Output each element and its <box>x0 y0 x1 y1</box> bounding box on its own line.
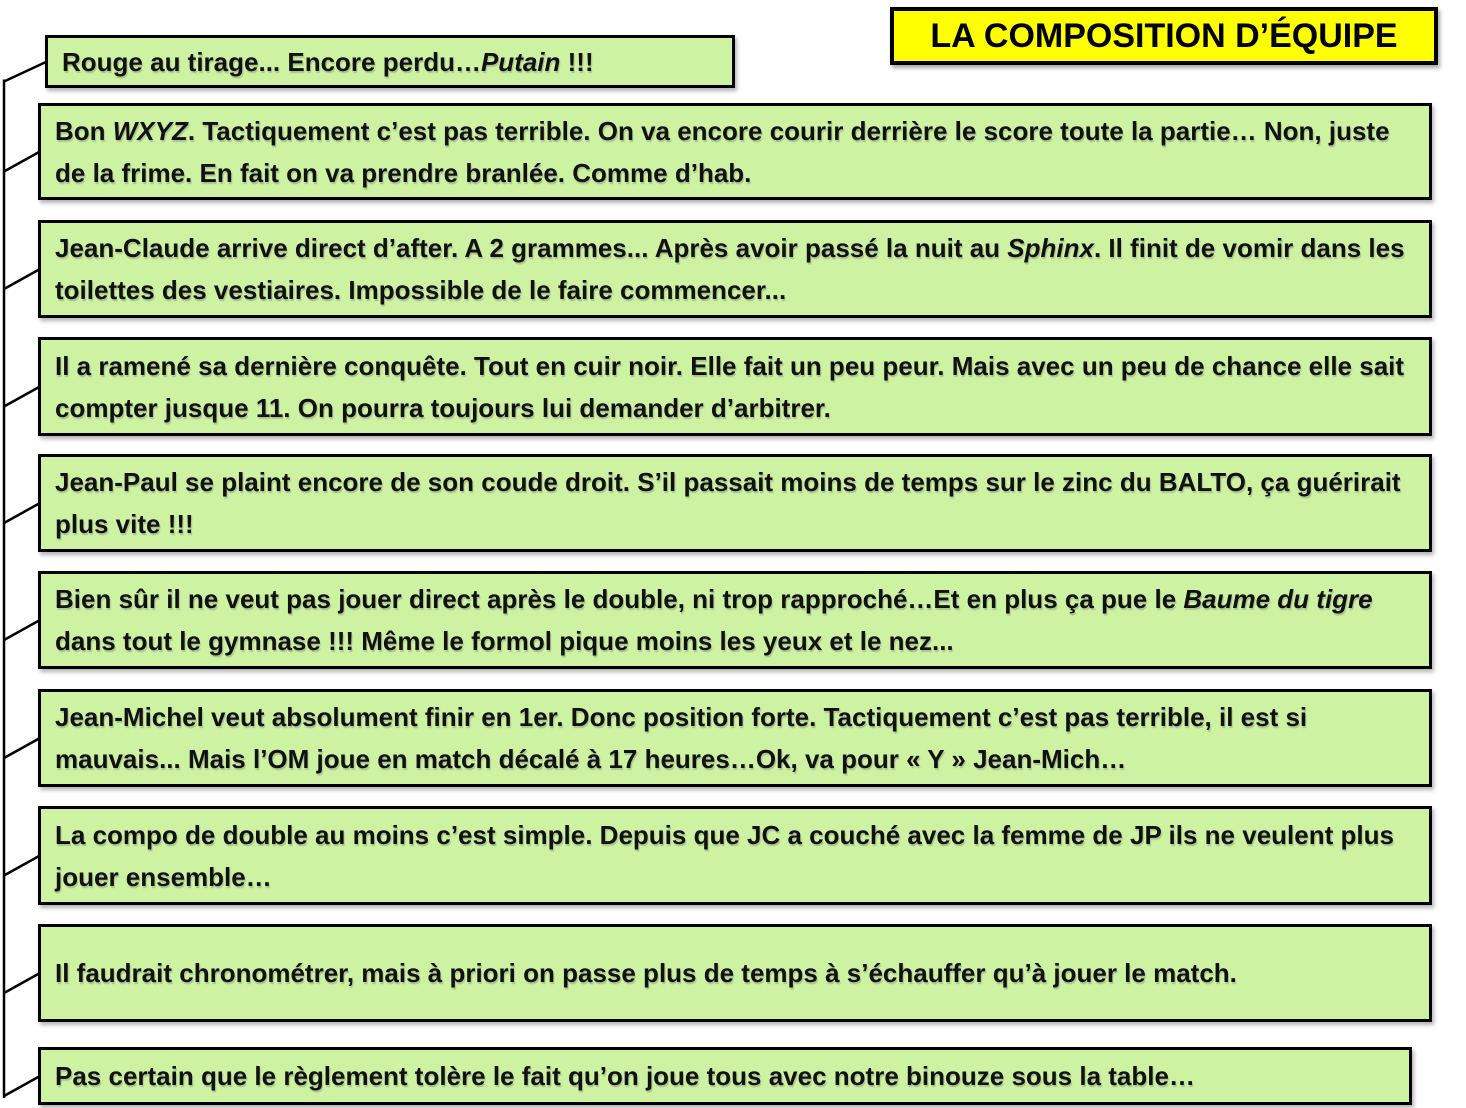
callout-text: Pas certain que le règlement tolère le fait qu’on joue tous avec notre binouze sous la table… <box>55 1061 1195 1091</box>
callout-box-1 <box>45 35 735 88</box>
callout-box-5 <box>38 454 1432 552</box>
callout-text: Il a ramené sa dernière conquête. Tout en cuir noir. Elle fait un peu peur. Mais avec un peu de chance elle sait compter jusque 11. On pourra toujours lui demander d’arbitrer. <box>55 350 1405 423</box>
page-title-text: LA COMPOSITION D’ÉQUIPE <box>930 16 1398 55</box>
callout-box-10 <box>38 1047 1412 1105</box>
callout-box-4 <box>38 337 1432 436</box>
callout-text: Jean-Paul se plaint encore de son coude droit. S’il passait moins de temps sur le zinc du BALTO, ça guérirait plus vite !!! <box>55 467 1401 539</box>
page-title <box>890 7 1438 65</box>
callout-text: Jean-Claude arrive direct d’after. A 2 grammes... Après avoir passé la nuit au Sphinx. Il finit de vomir dans les toilettes des vestiaires. Impossible de le faire commencer... <box>55 233 1405 305</box>
callout-text: La compo de double au moins c’est simple. Depuis que JC a couché avec la femme de JP ils ne veulent plus jouer ensemble… <box>55 819 1394 892</box>
callout-box-2 <box>38 103 1432 200</box>
callout-text: Il faudrait chronométrer, mais à priori on passe plus de temps à s’échauffer qu’à jouer le match. <box>55 958 1237 988</box>
callout-box-8 <box>38 806 1432 905</box>
callout-text: Bon WXYZ. Tactiquement c’est pas terrible. On va encore courir derrière le score toute la partie… Non, juste de la frime. En fait on va prendre branlée. Comme d’hab. <box>55 115 1390 188</box>
callout-box-7 <box>38 689 1432 787</box>
callout-box-9 <box>38 924 1432 1022</box>
callout-text: Bien sûr il ne veut pas jouer direct après le double, ni trop rapproché…Et en plus ça pue le Baume du tigre dans tout le gymnase !!! Même le formol pique moins les yeux et le nez... <box>55 584 1373 656</box>
callout-text: Jean-Michel veut absolument finir en 1er. Donc position forte. Tactiquement c’est pas terrible, il est si mauvais... Mais l’OM joue en match décalé à 17 heures…Ok, va pour « Y » Jean-Mich… <box>55 702 1308 774</box>
callout-box-3 <box>38 220 1432 318</box>
callout-text: Rouge au tirage... Encore perdu…Putain !!! <box>62 46 594 77</box>
callout-box-6 <box>38 571 1432 669</box>
